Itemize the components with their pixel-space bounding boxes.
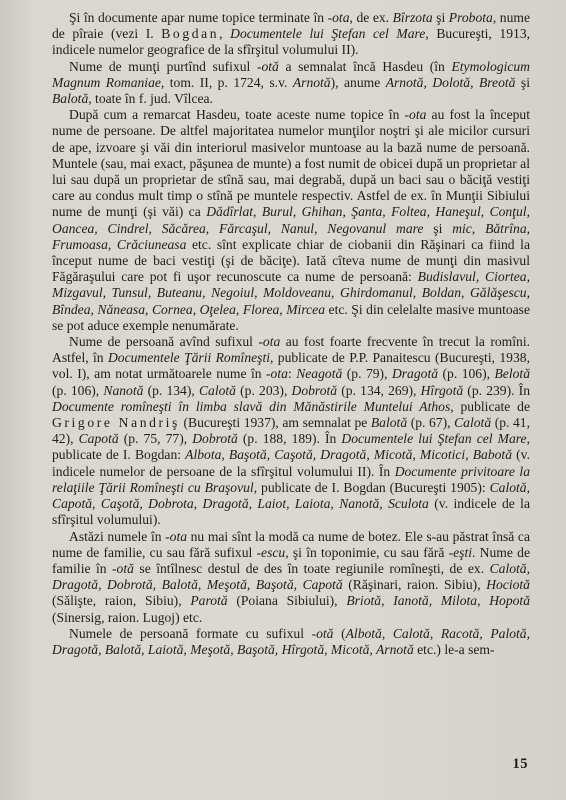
text-run: (p. 188, 189). În [237,431,342,447]
text-run: (p. 134), [143,382,199,398]
italic-text: Probota [448,10,493,25]
italic-text: Balotă [370,415,408,431]
text-run: , [219,26,231,42]
italic-text: Calotă [454,415,492,431]
text-run: (p. 106), [438,366,495,382]
text-run: Nume de munţi purtînd sufixul [69,58,257,74]
italic-text: -otă [256,58,279,74]
italic-text: -otă [311,625,334,641]
paragraph [52,626,530,658]
body-text [52,10,530,658]
text-run: Numele de persoană formate cu sufixul [69,625,312,641]
text-run: , [471,220,486,236]
text-run: (p. 41, 42), [52,415,530,447]
text-run: ( [333,625,346,641]
text-run: (Sălişte, raion, Sibiu), [52,593,191,609]
text-run: , de ex. [349,10,393,25]
italic-text: Dobrotă [192,431,238,447]
italic-text: Arnotă [385,74,424,90]
text-run: (p. 134, 269), [337,382,421,398]
paragraph [52,59,530,108]
text-run: , [470,74,479,90]
italic-text: mic [452,220,472,236]
text-run: , publicate de P.P. Panaitescu (Bucureşti, 1938, vol. I), am notat următoarele nume în [52,350,530,382]
italic-text: Dădîrlat, Burul, Ghihan, Şanta, Foltea, Haneşul, Conţul, Oancea, Cindrel, Săcărea, Fărcaşul, Nanul, Negovanul mare [52,204,530,236]
text-run: (p. 106), [52,382,104,398]
italic-text: Parotă [190,593,228,609]
italic-text: Briotă, Ianotă, Milota, Hopotă [346,593,530,609]
text-run: , Bucureşti, 1913, indicele numelor geografice de la sfîrşitul volumului II). [52,26,531,58]
text-run: (p. 67), [407,415,455,431]
page-number: 15 [512,756,528,772]
text-run: a semnalat încă Hasdeu (în [278,58,452,74]
italic-text: Documentele Ţării Romîneşti [107,350,270,366]
italic-text: Bîrzota [392,10,433,25]
italic-text: Calotă [198,382,236,398]
italic-text: -ota [258,334,281,350]
italic-text: Neagotă [296,366,343,382]
text-run: şi [423,220,453,236]
text-run: au fost la început nume de persoane. De altfel majoritatea numelor munţilor noştri şi ale micilor cursuri de ape, izvoare şi văi din interiorul masivelor muntoase au la bază nume de persoană. Muntele (sau, mai exact, păşunea de munte) a fost numit de obicei după un proprietar al lui sau după un proprietar de stînă sau, mai degrabă, după un baci sau o băciţă vestiţi care au condus mult timp o stînă pe muntele respectiv. Astfel de ex. în Munţii Sibiului nume de munţi (şi văi) ca [52,107,530,220]
text-run: se întîlnesc destul de des în toate regiunile romîneşti, de ex. [133,560,490,576]
italic-text: Nanotă [103,382,144,398]
italic-text: Documentele lui Ştefan cel Mare [230,26,426,42]
text-run: Astăzi numele în [69,528,166,544]
text-run: , [423,74,433,90]
text-run: (p. 203), [235,382,292,398]
italic-text: Documente privitoare la relaţiile Ţării Romîneşti cu Braşovul [52,463,530,495]
italic-text: Breotă [478,74,516,90]
italic-text: -ota [404,107,427,123]
text-run: Grigore Nandriş [52,415,180,431]
italic-text: Belotă [494,366,530,382]
italic-text: Documente romîneşti în limba slavă din Mănăstirile Muntelui Athos [52,398,451,414]
italic-text: -eşti [448,544,473,560]
italic-text: Arnotă [292,74,331,90]
italic-text: Documentele lui Ştefan cel Mare [341,431,527,447]
text-run: , publicate de I. Bogdan (Bucureşti 1905): [253,479,490,495]
text-run: : [287,366,297,382]
text-run: Nume de persoană avînd sufixul [69,334,259,350]
text-run: După cum a remarcat Hasdeu, toate aceste nume topice în [69,107,405,123]
text-run: , tom. II, p. 1724, s.v. [160,74,293,90]
text-run: (Poiana Sibiului), [227,593,347,609]
text-run: , publicate de I. Bogdan: [52,431,530,463]
text-run: (v. indicele numelor de persoane de la sfîrşitul volumului II). În [52,447,530,479]
italic-text: Hîrgotă [420,382,464,398]
italic-text: -ota [165,528,188,544]
italic-text: Calotă, Capotă, Caşotă, Dobrota, Dragotă, Laiot, Laiota, Nanotă, Sculota [52,479,530,512]
text-run: , nume de pîraie (vezi I. [52,10,531,42]
text-run: (v. indicele de la sfîrşitul volumului). [52,496,530,528]
text-run: etc. Şi din celelalte masive muntoase se pot aduce exemple nenumărate. [52,301,531,333]
text-run: etc. sînt explicate chiar de ciobanii din Răşinari ca fiind la început nume de baci vestiţi (şi de băciţe). Iată cîteva nume de munţi din masivul Făgăraşului care pot fi uşor recunoscute ca nume de persoană: [52,236,530,285]
italic-text: Bătrîna, Frumoasa, Crăciuneasa [52,220,531,252]
italic-text: Etymologicum Magnum Romaniae [52,58,530,90]
text-run: au fost foarte frecvente în trecut la romîni. Astfel, în [52,334,530,366]
italic-text: Albotă, Calotă, Racotă, Palotă, Dragotă, Balotă, Laiotă, Meşotă, Başotă, Hîrgotă, Micotă, Arnotă [52,625,530,657]
italic-text: -ota [327,10,350,25]
paragraph [52,334,530,528]
text-run: Bogdan [161,26,220,42]
text-run: , şi în toponimie, cu sau fără [285,544,449,560]
text-run: (Răşinari, raion. Sibiu), [342,577,487,593]
text-run: (p. 75, 77), [118,431,193,447]
text-run: şi [515,74,530,90]
italic-text: Dobrotă [291,382,338,398]
italic-text: -otă [112,560,134,576]
italic-text: -escu [256,544,286,560]
paragraph [52,10,530,59]
text-run: , publicate de [450,398,530,414]
text-run: (Bucureşti 1937), am semnalat pe [179,415,371,431]
italic-text: -ota [266,366,288,382]
text-run: (p. 239). În [463,382,531,398]
paragraph [52,529,530,626]
italic-text: Albota, Başotă, Caşotă, Dragotă, Micotă, Micotici, Babotă [185,447,512,463]
paragraph [52,107,530,334]
italic-text: Dragotă [391,366,439,382]
italic-text: Calotă, Dragotă, Dobrotă, Balotă, Meşotă, Başotă, Capotă [52,560,530,593]
italic-text: Dolotă [432,74,471,90]
italic-text: Capotă [78,431,119,447]
italic-text: Balotă [52,91,89,107]
text-run: (p. 79), [342,366,392,382]
text-run: , toate în f. jud. Vîlcea. [88,91,213,107]
italic-text: Hociotă [486,577,530,593]
italic-text: Budislavul, Ciortea, Mizgavul, Tunsul, Buteanu, Negoiul, Moldoveanu, Ghirdomanul, Boldan, Gălăşescu, Bîndea, Năneasa, Cornea, Oţelea, Florea, Mircea [52,269,530,317]
text-run: (Sinersig, raion. Lugoj) etc. [52,609,203,625]
text-run: . Nume de familie în [52,544,530,576]
text-run: etc.) le-a sem- [413,641,495,657]
text-run: ), anume [330,74,386,90]
text-run: nu mai sînt la modă ca nume de botez. Ele s-au păstrat însă ca nume de familie, cu sau fără sufixul [52,528,530,560]
text-run: şi [432,10,449,25]
text-run: Şi în documente apar nume topice terminate în [69,10,328,25]
